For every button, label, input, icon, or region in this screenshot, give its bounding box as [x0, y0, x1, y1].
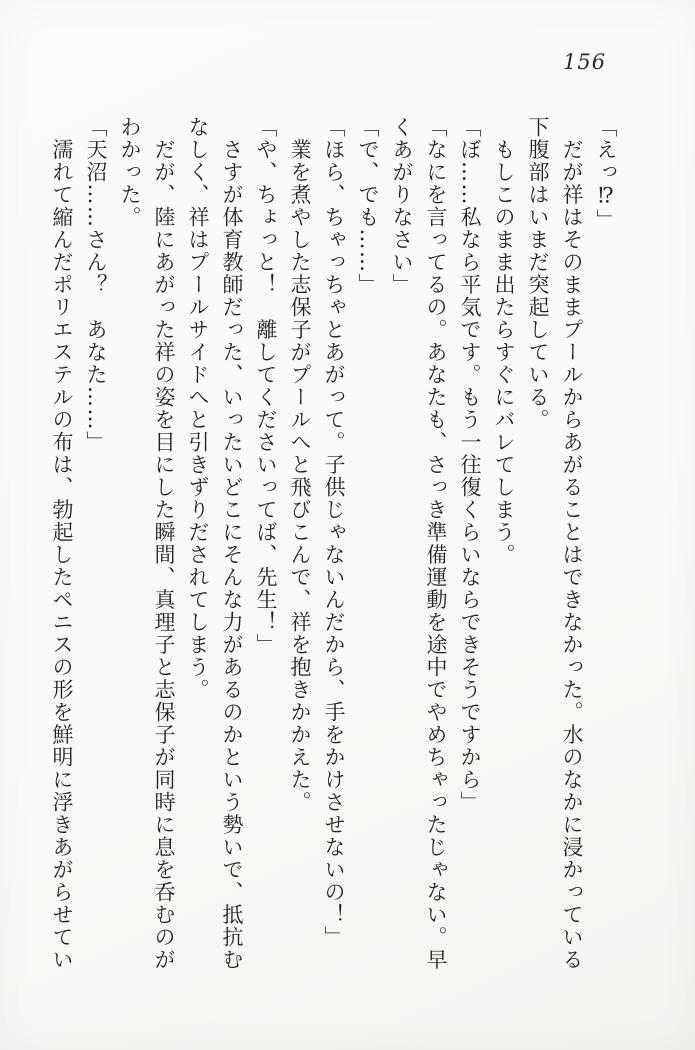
paragraph-narration: だが祥はそのままプールからあがることはできなかった。水のなかに浸かっている下腹部はいまだ突起している。	[526, 116, 584, 971]
paragraph-narration: 濡れて縮んだポリエステルの布は、勃起したペニスの形を鮮明に浮きあがらせてい	[50, 116, 74, 971]
paragraph-dialogue: 「で、でも……」	[356, 116, 380, 296]
paragraph-dialogue: 「天沼……さん？ あなた……」	[84, 116, 108, 454]
paragraph-narration: もしこのまま出たらすぐにバレてしまう。	[492, 116, 516, 566]
paragraph-dialogue: 「なにを言ってるの。あなたも、さっき準備運動を途中でやめちゃったじゃない。早くあがりなさい」	[390, 116, 448, 971]
paragraph-narration: さすが体育教師だった、いったいどこにそんな力があるのかという勢いで、抵抗むなしく、祥はプールサイドへと引きずりだされてしまう。	[186, 116, 244, 971]
body-text	[45, 116, 623, 978]
paragraph-dialogue: 「や、ちょっと！ 離してくださいってば、先生！」	[254, 116, 278, 656]
page-number: 156	[563, 50, 607, 74]
paragraph-narration: だが、陸にあがった祥の姿を目にした瞬間、真理子と志保子が同時に息を呑むのがわかった。	[118, 116, 176, 971]
paragraph-dialogue: 「ほら、ちゃっちゃとあがって。子供じゃないんだから、手をかけさせないの！」	[322, 116, 346, 949]
paragraph-narration: 業を煮やした志保子がプールへと飛びこんで、祥を抱きかかえた。	[288, 116, 312, 814]
paragraph-dialogue: 「えっ⁉」	[594, 116, 618, 232]
paragraph-dialogue: 「ぼ……私なら平気です。もう一往復くらいならできそうですから」	[458, 116, 482, 814]
